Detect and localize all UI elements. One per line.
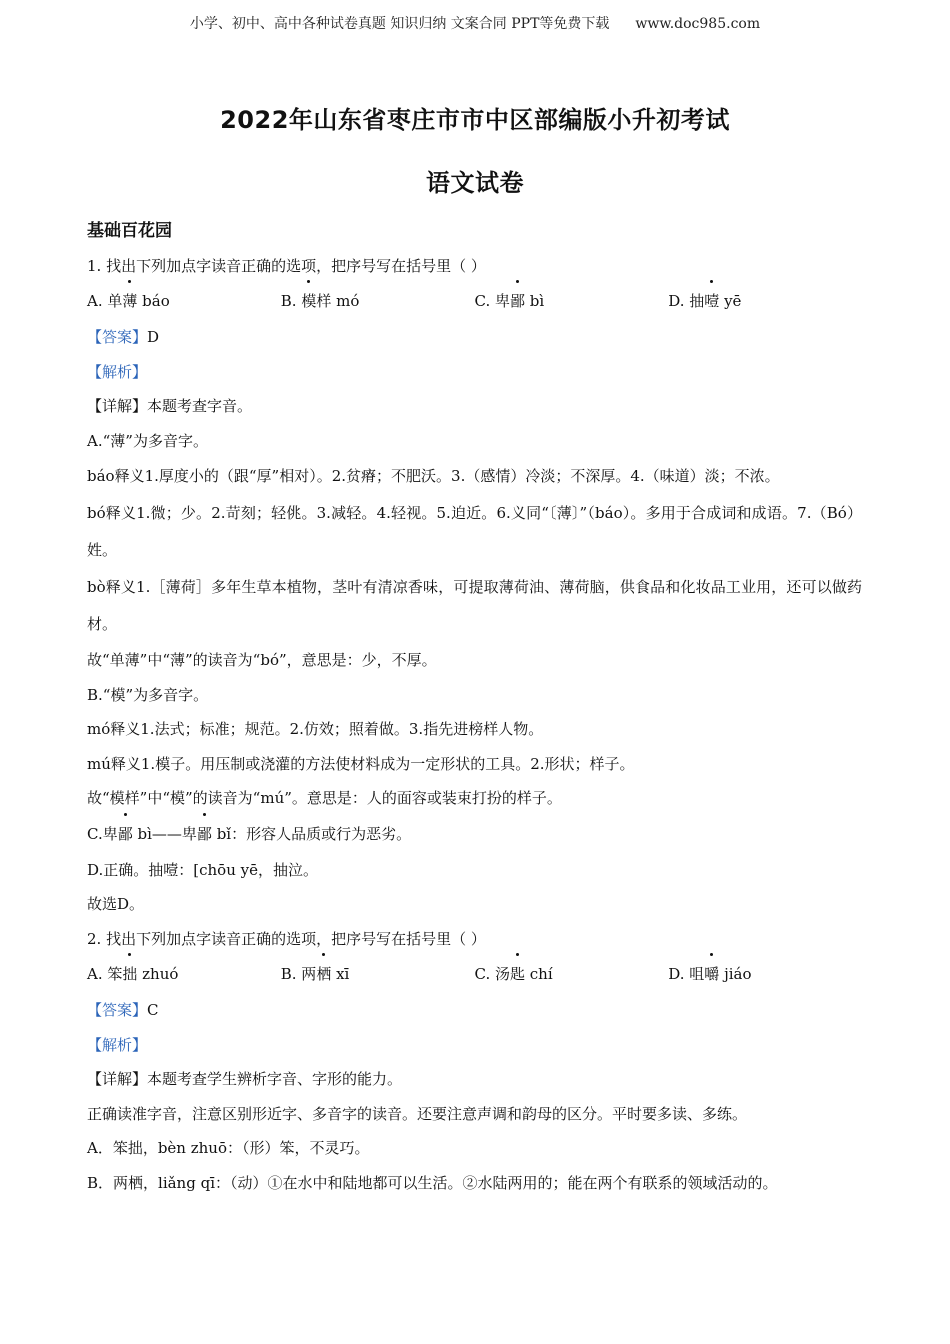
- dotted-char: 鄙: [118, 816, 133, 853]
- q2-line: B．两栖，liǎng qī：（动）①在水中和陆地都可以生活。②水陆两用的；能在两个有联系的领域活动的。: [87, 1173, 778, 1192]
- q1-line: A.“薄”为多音字。: [87, 431, 208, 450]
- q1-line: báo释义1.厚度小的（跟“厚”相对）。2.贫瘠；不肥沃。3.（感情）冷淡；不深厚。4.（味道）淡；不浓。: [87, 467, 780, 485]
- q1-line: bò释义1.［薄荷］多年生草本植物，茎叶有清凉香味，可提取薄荷油、薄荷脑，供食品和化妆品工业用，还可以做药材。: [87, 578, 862, 633]
- detail-label: 【详解】: [87, 397, 148, 415]
- question-1-stem: 1. 找出下列加点字读音正确的选项，把序号写在括号里（ ）: [87, 256, 486, 275]
- q2-line: 正确读准字音，注意区别形近字、多音字的读音。还要注意声调和韵母的区分。平时要多读、多练。: [87, 1104, 748, 1123]
- q1-conclusion: 故选D。: [87, 895, 145, 913]
- q1-answer: [87, 320, 862, 355]
- answer-label: 【答案】: [87, 1001, 148, 1019]
- header-url[interactable]: www.doc985.com: [635, 16, 761, 32]
- q1-option-c: C. 卑鄙 bì: [475, 283, 669, 320]
- document-body: [87, 214, 862, 1200]
- q2-option-b: B. 两栖 xī: [281, 956, 475, 993]
- q2-detail: 【详解】本题考查学生辨析字音、字形的能力。: [87, 1070, 403, 1088]
- dotted-char: 嚼: [704, 956, 719, 993]
- answer-label: 【答案】: [87, 328, 148, 346]
- header-text: 小学、初中、高中各种试卷真题 知识归纳 文案合同 PPT等免费下载: [189, 16, 610, 32]
- section-heading: 基础百花园: [87, 221, 172, 241]
- dotted-char: 薄: [122, 283, 137, 320]
- q1-line: mú释义1.模子。用压制或浇灌的方法使材料成为一定形状的工具。2.形状；样子。: [87, 754, 635, 773]
- document-subtitle: 语文试卷: [426, 169, 524, 197]
- q1-option-b: B. 模样 mó: [281, 283, 475, 320]
- question-2-options: [87, 956, 862, 993]
- q1-option-d: D. 抽噎 yē: [668, 283, 862, 320]
- q1-detail: 【详解】本题考查字音。: [87, 397, 253, 415]
- document-title: 2022年山东省枣庄市市中区部编版小升初考试: [220, 106, 730, 134]
- q1-line: 故“模样”中“模”的读音为“mú”。意思是：人的面容或装束打扮的样子。: [87, 789, 562, 807]
- answer-value: D: [147, 328, 160, 346]
- dotted-char: 模: [301, 283, 316, 320]
- q1-line: mó释义1.法式；标准；规范。2.仿效；照着做。3.指先进榜样人物。: [87, 720, 544, 738]
- answer-value: C: [147, 1001, 159, 1019]
- dotted-char: 噎: [704, 283, 719, 320]
- q1-d-line: D.正确。抽噎：[chōu yē，抽泣。: [87, 860, 318, 879]
- q1-line: B.“模”为多音字。: [87, 685, 209, 704]
- q1-line: bó释义1.微；少。2.苛刻；轻佻。3.减轻。4.轻视。5.迫近。6.义同“〔薄〕”（báo）。多用于合成词和成语。7.（Bó）姓。: [87, 504, 862, 559]
- q2-option-a: A. 笨拙 zhuó: [87, 956, 281, 993]
- dotted-char: 拙: [122, 956, 137, 993]
- q2-answer: [87, 993, 862, 1028]
- q1-analysis-label: 【解析】: [87, 362, 148, 381]
- q1-line: 故“单薄”中“薄”的读音为“bó”，意思是：少，不厚。: [87, 651, 437, 669]
- q1-c-line: C.卑鄙 bì——卑鄙 bǐ：形容人品质或行为恶劣。: [87, 816, 862, 853]
- page-header: [0, 13, 950, 33]
- q1-option-a: A. 单薄 báo: [87, 283, 281, 320]
- detail-label: 【详解】: [87, 1070, 148, 1088]
- question-2-stem: 2. 找出下列加点字读音正确的选项，把序号写在括号里（ ）: [87, 929, 486, 948]
- q2-option-d: D. 咀嚼 jiáo: [668, 956, 862, 993]
- dotted-char: 鄙: [510, 283, 525, 320]
- q2-line: A．笨拙，bèn zhuō：（形）笨，不灵巧。: [87, 1139, 370, 1157]
- question-1-options: [87, 283, 862, 320]
- q2-analysis-label: 【解析】: [87, 1035, 148, 1054]
- q2-option-c: C. 汤匙 chí: [475, 956, 669, 993]
- dotted-char: 栖: [316, 956, 331, 993]
- dotted-char: 鄙: [197, 816, 212, 853]
- dotted-char: 匙: [510, 956, 525, 993]
